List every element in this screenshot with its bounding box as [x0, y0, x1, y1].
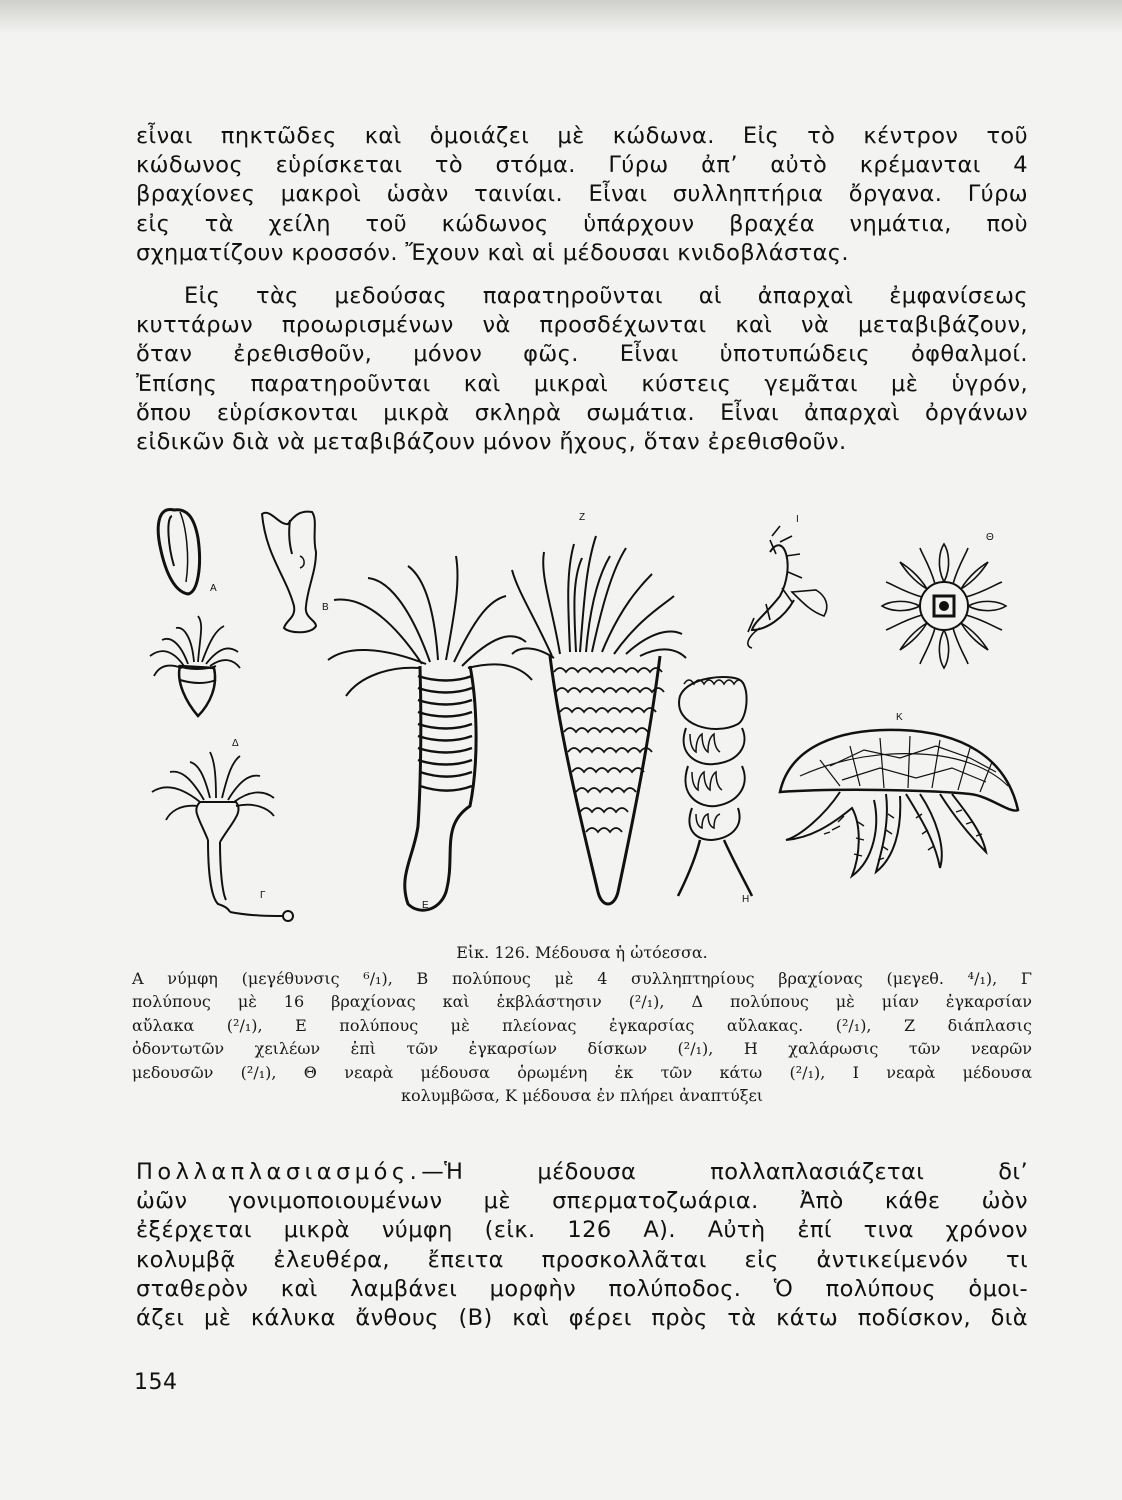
text-line: σχηματίζουν κροσσόν. Ἔχουν καὶ αἱ μέδουσαι κνιδοβλάστας. [136, 239, 849, 266]
caption-line: πολύπους μὲ 16 βραχίονας καὶ ἐκβλάστησιν (²/₁), Δ πολύπους μὲ μίαν ἐγκαρσίαν [132, 992, 1032, 1012]
label-a: Α [210, 583, 217, 594]
polyp-g-drawing [152, 752, 293, 921]
caption-line: κολυμβῶσα, Κ μέδουσα ἐν πλήρει ἀναπτύξει [400, 1086, 764, 1106]
young-medusa-i-drawing [748, 526, 827, 648]
strobila-h-drawing [678, 677, 752, 896]
caption-line: ὀδοντωτῶν χειλέων ἐπὶ τῶν ἐγκαρσίων δίσκων (²/₁), Η χαλάρωσις τῶν νεαρῶν [132, 1039, 1032, 1059]
figure-caption-title: Εἰκ. 126. Μέδουσα ἡ ὠτόεσσα. [456, 943, 708, 962]
page-number: 154 [134, 1370, 178, 1395]
text-line: εἰς τὰ χείλη τοῦ κώδωνος ὑπάρχουν βραχέα νημάτια, ποὺ [136, 210, 1028, 237]
jellyfish-lifecycle-figure [140, 496, 1040, 931]
text-line-rest: —Ἡ μέδουσα πολλαπλασιάζεται δι’ [421, 1159, 1028, 1185]
label-th: Θ [986, 532, 994, 543]
text-line: ἐξέρχεται μικρὰ νύμφη (εἰκ. 126 Α). Αὐτὴ ἐπί τινα χρόνον [136, 1217, 1028, 1244]
caption-line: Α νύμφη (μεγέθυνσις ⁶/₁), Β πολύπους μὲ 4 συλληπτηρίους βραχίονας (μεγεθ. ⁴/₁), Γ [132, 969, 1032, 988]
text-line: βραχίονες μακροὶ ὡσὰν ταινίαι. Εἶναι συλληπτήρια ὄργανα. Γύρω [136, 181, 1028, 208]
section-heading: Πολλαπλασιασμός. [136, 1159, 422, 1185]
paragraph-3 [136, 1158, 1028, 1333]
label-z: Ζ [579, 512, 586, 523]
page-edge-shadow [0, 0, 1122, 34]
adult-medusa-k-drawing [780, 730, 1018, 876]
caption-line: μεδουσῶν (²/₁), Θ νεαρὰ μέδουσα ὁρωμένη ἐκ τῶν κάτω (²/₁), Ι νεαρὰ μέδουσα [132, 1062, 1032, 1082]
paragraph-2 [136, 282, 1028, 457]
label-i: Ι [796, 514, 799, 525]
text-line [136, 1158, 1028, 1187]
label-b: Β [322, 602, 329, 613]
text-line: κολυμβᾷ ἐλευθέρα, ἔπειτα προσκολλᾶται εἰς ἀντικείμενόν τι [136, 1246, 1028, 1273]
label-d: Δ [232, 738, 239, 749]
text-line: σταθερὸν καὶ λαμβάνει μορφὴν πολύποδος. Ὁ πολύπους ὁμοι- [136, 1275, 1028, 1302]
polyp-d-drawing [150, 616, 240, 716]
polyp-b-drawing [262, 512, 316, 633]
text-line: ὅταν ἐρεθισθοῦν, μόνον φῶς. Εἶναι ὑποτυπώδεις ὀφθαλμοί. [136, 341, 1028, 368]
label-h: Η [742, 894, 750, 905]
figure-caption-body [132, 967, 1032, 1107]
text-line: ὠῶν γονιμοποιουμένων μὲ σπερματοζωάρια. Ἀπὸ κάθε ὠὸν [136, 1188, 1028, 1215]
text-line: εἰδικῶν διὰ νὰ μεταβιβάζουν μόνον ἤχους, ὅταν ἐρεθισθοῦν. [136, 429, 847, 456]
text-line: κώδωνος εὑρίσκεται τὸ στόμα. Γύρω ἀπ’ αὐτὸ κρέμανται 4 [136, 152, 1028, 179]
label-e: Ε [422, 900, 429, 911]
text-line: Ἐπίσης παρατηροῦνται καὶ μικραὶ κύστεις γεμᾶται μὲ ὑγρόν, [136, 370, 1028, 397]
label-k: Κ [896, 712, 903, 723]
text-line: εἶναι πηκτῶδες καὶ ὁμοιάζει μὲ κώδωνα. Εἰς τὸ κέντρον τοῦ [136, 123, 1028, 149]
young-medusa-th-drawing [882, 544, 1006, 668]
paragraph-1 [136, 122, 1028, 268]
label-g: Γ [260, 890, 266, 901]
text-line: Εἰς τὰς μεδούσας παρατηροῦνται αἱ ἀπαρχαὶ ἐμφανίσεως [184, 283, 1028, 309]
text-line: άζει μὲ κάλυκα ἄνθους (Β) καὶ φέρει πρὸς τὰ κάτω ποδίσκον, διὰ [136, 1305, 1028, 1332]
caption-line: αὔλακα (²/₁), Ε πολύπους μὲ πλείονας ἐγκαρσίας αὔλακας. (²/₁), Ζ διάπλασις [132, 1015, 1032, 1035]
text-line: ὅπου εὑρίσκονται μικρὰ σκληρὰ σωμάτια. Εἶναι ἀπαρχαὶ ὀργάνων [136, 399, 1028, 426]
text-line: κυττάρων προωρισμένων νὰ προσδέχωνται καὶ νὰ μεταβιβάζουν, [136, 312, 1028, 339]
polyp-e-drawing [328, 556, 532, 910]
larva-a-drawing [158, 509, 199, 594]
strobila-z-drawing [512, 536, 686, 904]
